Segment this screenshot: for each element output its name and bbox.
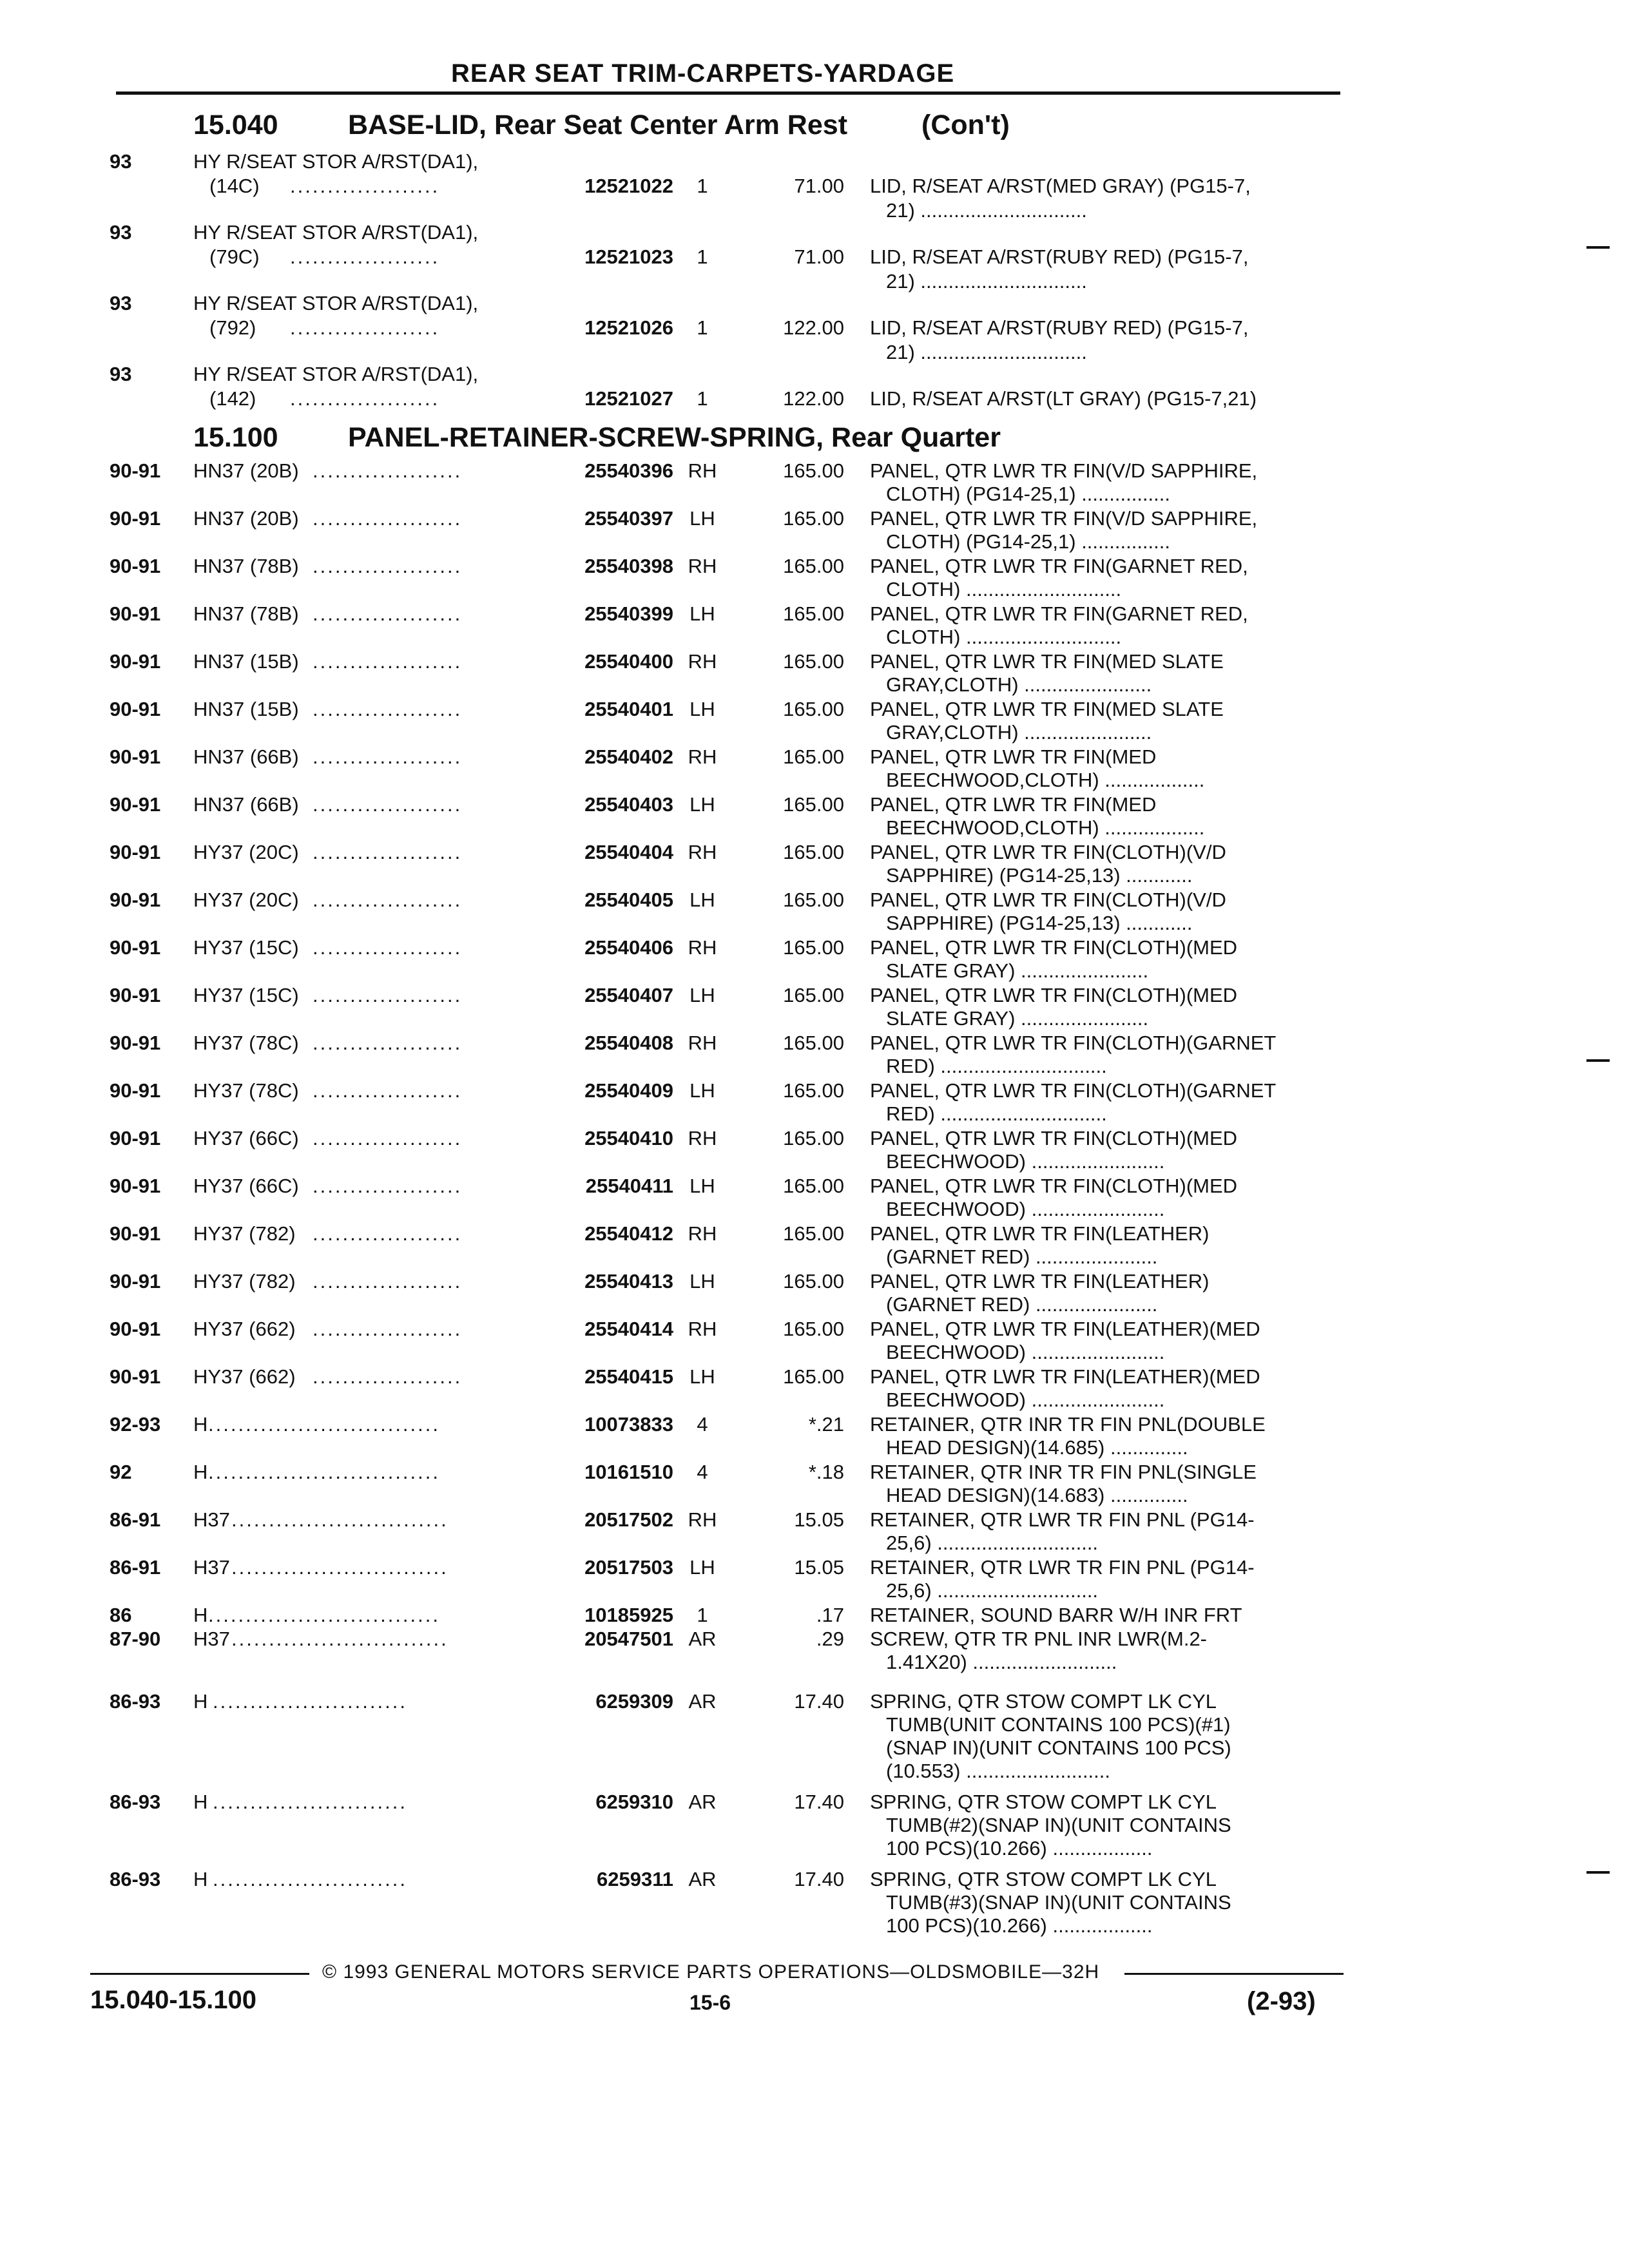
price: 17.40	[794, 1868, 844, 1890]
part-description: PANEL, QTR LWR TR FIN(LEATHER)(MED	[870, 1318, 1260, 1340]
price: 165.00	[783, 650, 844, 673]
part-number: 25540413	[584, 1270, 673, 1293]
leader-dots: ....................	[290, 387, 440, 410]
model-code: HN37 (66B)	[193, 793, 299, 816]
section-number: 15.100	[193, 422, 278, 453]
model-year: 86-91	[110, 1556, 161, 1579]
leader-dots: ....................	[313, 459, 463, 482]
part-description-cont: BEECHWOOD) ........................	[886, 1150, 1165, 1173]
part-description: RETAINER, SOUND BARR W/H INR FRT	[870, 1604, 1242, 1626]
part-number: 12521023	[584, 245, 673, 268]
quantity: LH	[689, 507, 715, 530]
leader-dots: ....................	[313, 1318, 463, 1340]
part-description-cont: (10.553) ..........................	[886, 1760, 1111, 1782]
price: 71.00	[794, 175, 844, 197]
part-description: PANEL, QTR LWR TR FIN(MED	[870, 793, 1157, 816]
model-code: HY R/SEAT STOR A/RST(DA1),	[193, 292, 479, 314]
part-number: 25540400	[584, 650, 673, 673]
model-year: 90-91	[110, 841, 161, 863]
model-code: HY37 (20C)	[193, 889, 299, 911]
model-code: HN37 (78B)	[193, 602, 299, 625]
model-year: 93	[110, 363, 132, 385]
model-variant: (792)	[209, 316, 256, 339]
leader-dots: ....................	[313, 1127, 463, 1149]
leader-dots: ....................	[313, 555, 463, 577]
model-year: 93	[110, 292, 132, 314]
quantity: RH	[688, 1508, 717, 1531]
part-number: 25540407	[584, 984, 673, 1006]
part-number: 20517503	[584, 1556, 673, 1579]
part-description-cont: 21) ..............................	[886, 199, 1087, 222]
price: *.21	[808, 1413, 844, 1436]
model-year: 90-91	[110, 1127, 161, 1149]
part-description: PANEL, QTR LWR TR FIN(CLOTH)(GARNET	[870, 1032, 1277, 1054]
part-description-cont: 25,6) .............................	[886, 1532, 1099, 1554]
part-description-cont: HEAD DESIGN)(14.685) ..............	[886, 1436, 1188, 1459]
quantity: 1	[697, 1604, 708, 1626]
part-description: SCREW, QTR TR PNL INR LWR(M.2-	[870, 1628, 1208, 1650]
quantity: AR	[688, 1791, 717, 1813]
part-description: SPRING, QTR STOW COMPT LK CYL	[870, 1791, 1217, 1813]
leader-dots: ....................	[313, 1270, 463, 1293]
model-code: HY37 (662)	[193, 1318, 296, 1340]
part-description: RETAINER, QTR INR TR FIN PNL(SINGLE	[870, 1461, 1257, 1483]
part-description: PANEL, QTR LWR TR FIN(CLOTH)(MED	[870, 984, 1238, 1006]
leader-dots: ....................	[313, 793, 463, 816]
quantity: 1	[697, 387, 708, 410]
quantity: RH	[688, 1222, 717, 1245]
part-description-cont: 100 PCS)(10.266) ..................	[886, 1837, 1153, 1860]
quantity: RH	[688, 1318, 717, 1340]
leader-dots: ....................	[290, 175, 440, 197]
price: 165.00	[783, 555, 844, 577]
part-description: LID, R/SEAT A/RST(RUBY RED) (PG15-7,	[870, 316, 1249, 339]
model-code: HY37 (782)	[193, 1270, 296, 1293]
part-number: 25540402	[584, 745, 673, 768]
model-year: 90-91	[110, 555, 161, 577]
footer-date: (2-93)	[1247, 1987, 1316, 2015]
quantity: LH	[689, 793, 715, 816]
quantity: 1	[697, 316, 708, 339]
leader-dots: ....................	[313, 1079, 463, 1102]
part-description-cont: 21) ..............................	[886, 341, 1087, 363]
part-description: PANEL, QTR LWR TR FIN(CLOTH)(MED	[870, 1127, 1238, 1149]
model-year: 90-91	[110, 507, 161, 530]
model-code: H	[193, 1461, 208, 1483]
part-description-cont: GRAY,CLOTH) .......................	[886, 721, 1152, 744]
quantity: LH	[689, 698, 715, 720]
model-code: H	[193, 1868, 208, 1890]
leader-dots: ....................	[313, 889, 463, 911]
price: .29	[816, 1628, 844, 1650]
leader-dots: ....................	[290, 316, 440, 339]
part-description-cont: SLATE GRAY) .......................	[886, 959, 1149, 982]
part-number: 25540406	[584, 936, 673, 959]
model-code: HY R/SEAT STOR A/RST(DA1),	[193, 363, 479, 385]
price: 165.00	[783, 602, 844, 625]
quantity: 1	[697, 245, 708, 268]
margin-mark	[1586, 1871, 1610, 1874]
part-description: PANEL, QTR LWR TR FIN(CLOTH)(MED	[870, 936, 1238, 959]
price: 122.00	[783, 316, 844, 339]
part-description: RETAINER, QTR INR TR FIN PNL(DOUBLE	[870, 1413, 1266, 1436]
price: 165.00	[783, 841, 844, 863]
part-description-cont: 25,6) .............................	[886, 1579, 1099, 1602]
price: 165.00	[783, 1079, 844, 1102]
leader-dots: ....................	[313, 936, 463, 959]
model-code: HN37 (15B)	[193, 650, 299, 673]
model-year: 90-91	[110, 602, 161, 625]
part-description-cont: HEAD DESIGN)(14.683) ..............	[886, 1484, 1188, 1506]
model-code: H	[193, 1604, 208, 1626]
model-year: 90-91	[110, 1079, 161, 1102]
leader-dots: .............................	[231, 1628, 448, 1650]
part-description-cont: 1.41X20) ..........................	[886, 1651, 1117, 1673]
leader-dots: ....................	[313, 1365, 463, 1388]
price: 165.00	[783, 459, 844, 482]
quantity: 4	[697, 1461, 708, 1483]
leader-dots: ....................	[313, 745, 463, 768]
quantity: 1	[697, 175, 708, 197]
part-description: RETAINER, QTR LWR TR FIN PNL (PG14-	[870, 1508, 1255, 1531]
price: 17.40	[794, 1690, 844, 1713]
model-year: 86	[110, 1604, 132, 1626]
quantity: LH	[689, 889, 715, 911]
part-number: 12521022	[584, 175, 673, 197]
part-description-cont: BEECHWOOD,CLOTH) ..................	[886, 769, 1205, 791]
model-year: 90-91	[110, 1175, 161, 1197]
part-description: SPRING, QTR STOW COMPT LK CYL	[870, 1868, 1217, 1890]
part-description-cont: BEECHWOOD) ........................	[886, 1198, 1165, 1220]
part-description: PANEL, QTR LWR TR FIN(GARNET RED,	[870, 602, 1248, 625]
part-number: 25540405	[584, 889, 673, 911]
part-number: 12521027	[584, 387, 673, 410]
leader-dots: ...............................	[208, 1604, 440, 1626]
price: *.18	[808, 1461, 844, 1483]
part-description-cont: BEECHWOOD) ........................	[886, 1389, 1165, 1411]
price: 165.00	[783, 936, 844, 959]
price: 165.00	[783, 793, 844, 816]
part-description-cont: SAPPHIRE) (PG14-25,13) ............	[886, 864, 1193, 887]
model-variant: (79C)	[209, 245, 260, 268]
model-year: 90-91	[110, 1318, 161, 1340]
leader-dots: ....................	[313, 507, 463, 530]
leader-dots: ..........................	[213, 1791, 407, 1813]
model-code: HY37 (15C)	[193, 984, 299, 1006]
quantity: RH	[688, 936, 717, 959]
model-year: 90-91	[110, 936, 161, 959]
part-number: 25540399	[584, 602, 673, 625]
quantity: LH	[689, 1556, 715, 1579]
part-number: 25540401	[584, 698, 673, 720]
model-code: HN37 (20B)	[193, 459, 299, 482]
part-description-cont: BEECHWOOD,CLOTH) ..................	[886, 816, 1205, 839]
part-description: LID, R/SEAT A/RST(RUBY RED) (PG15-7,	[870, 245, 1249, 268]
model-code: HY37 (782)	[193, 1222, 296, 1245]
model-code: H37	[193, 1556, 230, 1579]
model-year: 90-91	[110, 1270, 161, 1293]
model-code: HN37 (78B)	[193, 555, 299, 577]
quantity: LH	[689, 1175, 715, 1197]
leader-dots: .............................	[231, 1508, 448, 1531]
part-description-cont: CLOTH) ............................	[886, 626, 1122, 648]
model-code: HY37 (66C)	[193, 1127, 299, 1149]
part-number: 25540397	[584, 507, 673, 530]
part-number: 6259309	[595, 1690, 673, 1713]
model-code: HY37 (662)	[193, 1365, 296, 1388]
part-number: 10073833	[584, 1413, 673, 1436]
margin-mark	[1586, 246, 1610, 249]
model-code: HN37 (20B)	[193, 507, 299, 530]
part-description: PANEL, QTR LWR TR FIN(MED	[870, 745, 1157, 768]
part-description-cont: (GARNET RED) ......................	[886, 1293, 1158, 1316]
leader-dots: ...............................	[208, 1413, 440, 1436]
part-description-cont: (GARNET RED) ......................	[886, 1245, 1158, 1268]
part-description: LID, R/SEAT A/RST(LT GRAY) (PG15-7,21)	[870, 387, 1257, 410]
model-year: 90-91	[110, 650, 161, 673]
part-number: 25540408	[584, 1032, 673, 1054]
part-description-cont: 21) ..............................	[886, 270, 1087, 293]
model-code: H37	[193, 1508, 230, 1531]
leader-dots: ....................	[313, 1222, 463, 1245]
part-number: 25540398	[584, 555, 673, 577]
leader-dots: ....................	[290, 245, 440, 268]
quantity: LH	[689, 984, 715, 1006]
part-number: 10185925	[584, 1604, 673, 1626]
part-description-cont: CLOTH) ............................	[886, 578, 1122, 601]
part-number: 25540409	[584, 1079, 673, 1102]
part-description-cont: RED) ..............................	[886, 1102, 1107, 1125]
model-year: 90-91	[110, 459, 161, 482]
part-description-cont: SLATE GRAY) .......................	[886, 1007, 1149, 1030]
model-code: H37	[193, 1628, 230, 1650]
part-number: 25540415	[584, 1365, 673, 1388]
price: 165.00	[783, 507, 844, 530]
price: 165.00	[783, 1222, 844, 1245]
part-description: PANEL, QTR LWR TR FIN(GARNET RED,	[870, 555, 1248, 577]
model-code: H	[193, 1690, 208, 1713]
model-code: HN37 (66B)	[193, 745, 299, 768]
table-row	[0, 220, 1629, 291]
part-description-cont: CLOTH) (PG14-25,1) ................	[886, 483, 1170, 505]
leader-dots: ....................	[313, 602, 463, 625]
model-year: 90-91	[110, 1222, 161, 1245]
part-number: 25540414	[584, 1318, 673, 1340]
model-code: H	[193, 1413, 208, 1436]
model-year: 90-91	[110, 984, 161, 1006]
quantity: RH	[688, 841, 717, 863]
model-code: HN37 (15B)	[193, 698, 299, 720]
model-year: 86-91	[110, 1508, 161, 1531]
model-year: 90-91	[110, 745, 161, 768]
table-row	[0, 291, 1629, 362]
part-description-cont: CLOTH) (PG14-25,1) ................	[886, 530, 1170, 553]
leader-dots: ....................	[313, 650, 463, 673]
leader-dots: .............................	[231, 1556, 448, 1579]
part-description-cont: (SNAP IN)(UNIT CONTAINS 100 PCS)	[886, 1736, 1231, 1759]
model-year: 92-93	[110, 1413, 161, 1436]
model-year: 86-93	[110, 1791, 161, 1813]
model-year: 90-91	[110, 1365, 161, 1388]
price: 165.00	[783, 698, 844, 720]
leader-dots: ....................	[313, 1032, 463, 1054]
part-description: SPRING, QTR STOW COMPT LK CYL	[870, 1690, 1217, 1713]
model-code: HY37 (15C)	[193, 936, 299, 959]
model-code: HY37 (20C)	[193, 841, 299, 863]
price: 165.00	[783, 889, 844, 911]
quantity: AR	[688, 1868, 717, 1890]
part-description-cont: BEECHWOOD) ........................	[886, 1341, 1165, 1363]
part-number: 25540410	[584, 1127, 673, 1149]
model-variant: (142)	[209, 387, 256, 410]
part-description-cont: TUMB(#3)(SNAP IN)(UNIT CONTAINS	[886, 1891, 1231, 1914]
part-number: 6259311	[597, 1868, 673, 1890]
part-number: 25540404	[584, 841, 673, 863]
leader-dots: ...............................	[208, 1461, 440, 1483]
part-number: 12521026	[584, 316, 673, 339]
model-year: 90-91	[110, 889, 161, 911]
part-number: 25540411	[585, 1175, 673, 1197]
section-suffix: (Con't)	[921, 110, 1010, 140]
quantity: LH	[689, 1079, 715, 1102]
leader-dots: ....................	[313, 841, 463, 863]
model-year: 93	[110, 221, 132, 244]
part-number: 10161510	[584, 1461, 673, 1483]
price: 165.00	[783, 1127, 844, 1149]
part-description: PANEL, QTR LWR TR FIN(LEATHER)	[870, 1222, 1210, 1245]
quantity: LH	[689, 1270, 715, 1293]
price: 165.00	[783, 1032, 844, 1054]
part-description: LID, R/SEAT A/RST(MED GRAY) (PG15-7,	[870, 175, 1251, 197]
quantity: LH	[689, 1365, 715, 1388]
part-description-cont: GRAY,CLOTH) .......................	[886, 673, 1152, 696]
part-description: PANEL, QTR LWR TR FIN(V/D SAPPHIRE,	[870, 459, 1258, 482]
section-number: 15.040	[193, 110, 278, 140]
table-row	[0, 149, 1629, 220]
part-description-cont: TUMB(#2)(SNAP IN)(UNIT CONTAINS	[886, 1814, 1231, 1836]
quantity: AR	[688, 1690, 717, 1713]
quantity: RH	[688, 555, 717, 577]
price: 165.00	[783, 1365, 844, 1388]
page-title: REAR SEAT TRIM-CARPETS-YARDAGE	[451, 59, 955, 88]
price: 165.00	[783, 1270, 844, 1293]
quantity: RH	[688, 459, 717, 482]
part-description-cont: 100 PCS)(10.266) ..................	[886, 1914, 1153, 1937]
price: 122.00	[783, 387, 844, 410]
quantity: AR	[688, 1628, 717, 1650]
quantity: LH	[689, 602, 715, 625]
price: 165.00	[783, 745, 844, 768]
leader-dots: ....................	[313, 984, 463, 1006]
part-number: 25540396	[584, 459, 673, 482]
price: 165.00	[783, 1175, 844, 1197]
part-description: PANEL, QTR LWR TR FIN(CLOTH)(V/D	[870, 889, 1226, 911]
quantity: RH	[688, 1032, 717, 1054]
part-description: RETAINER, QTR LWR TR FIN PNL (PG14-	[870, 1556, 1255, 1579]
footer-page-number: 15-6	[689, 1991, 731, 2014]
leader-dots: ....................	[313, 698, 463, 720]
price: 15.05	[794, 1556, 844, 1579]
leader-dots: ....................	[313, 1175, 463, 1197]
footer-section-range: 15.040-15.100	[90, 1986, 257, 2014]
part-number: 6259310	[595, 1791, 673, 1813]
footer-copyright: © 1993 GENERAL MOTORS SERVICE PARTS OPERATIONS—OLDSMOBILE—32H	[322, 1961, 1100, 1983]
header-rule	[116, 91, 1340, 95]
part-number: 20547501	[584, 1628, 673, 1650]
part-number: 25540412	[584, 1222, 673, 1245]
section-title: BASE-LID, Rear Seat Center Arm Rest	[348, 110, 848, 140]
part-description-cont: TUMB(UNIT CONTAINS 100 PCS)(#1)	[886, 1713, 1231, 1736]
price: 71.00	[794, 245, 844, 268]
footer-rule-right	[1124, 1973, 1344, 1975]
part-description: PANEL, QTR LWR TR FIN(LEATHER)	[870, 1270, 1210, 1293]
model-code: HY37 (78C)	[193, 1032, 299, 1054]
leader-dots: ..........................	[213, 1690, 407, 1713]
part-description: PANEL, QTR LWR TR FIN(LEATHER)(MED	[870, 1365, 1260, 1388]
part-description: PANEL, QTR LWR TR FIN(MED SLATE	[870, 698, 1224, 720]
model-year: 87-90	[110, 1628, 161, 1650]
price: 17.40	[794, 1791, 844, 1813]
model-year: 90-91	[110, 793, 161, 816]
model-year: 90-91	[110, 1032, 161, 1054]
quantity: RH	[688, 745, 717, 768]
model-year: 93	[110, 150, 132, 173]
part-description: PANEL, QTR LWR TR FIN(V/D SAPPHIRE,	[870, 507, 1258, 530]
price: 15.05	[794, 1508, 844, 1531]
part-description: PANEL, QTR LWR TR FIN(CLOTH)(GARNET	[870, 1079, 1277, 1102]
model-variant: (14C)	[209, 175, 260, 197]
part-description: PANEL, QTR LWR TR FIN(CLOTH)(MED	[870, 1175, 1238, 1197]
quantity: RH	[688, 1127, 717, 1149]
part-description: PANEL, QTR LWR TR FIN(CLOTH)(V/D	[870, 841, 1226, 863]
model-year: 86-93	[110, 1690, 161, 1713]
part-description-cont: RED) ..............................	[886, 1055, 1107, 1077]
margin-mark	[1586, 1059, 1610, 1062]
quantity: 4	[697, 1413, 708, 1436]
price: 165.00	[783, 984, 844, 1006]
model-code: HY R/SEAT STOR A/RST(DA1),	[193, 221, 479, 244]
part-number: 20517502	[584, 1508, 673, 1531]
price: .17	[816, 1604, 844, 1626]
model-code: HY R/SEAT STOR A/RST(DA1),	[193, 150, 479, 173]
part-description-cont: SAPPHIRE) (PG14-25,13) ............	[886, 912, 1193, 934]
model-year: 92	[110, 1461, 132, 1483]
part-description: PANEL, QTR LWR TR FIN(MED SLATE	[870, 650, 1224, 673]
part-number: 25540403	[584, 793, 673, 816]
footer-rule-left	[90, 1973, 309, 1975]
section-title: PANEL-RETAINER-SCREW-SPRING, Rear Quarter	[348, 422, 1001, 453]
quantity: RH	[688, 650, 717, 673]
model-code: H	[193, 1791, 208, 1813]
model-code: HY37 (78C)	[193, 1079, 299, 1102]
price: 165.00	[783, 1318, 844, 1340]
model-year: 86-93	[110, 1868, 161, 1890]
model-code: HY37 (66C)	[193, 1175, 299, 1197]
model-year: 90-91	[110, 698, 161, 720]
leader-dots: ..........................	[213, 1868, 407, 1890]
